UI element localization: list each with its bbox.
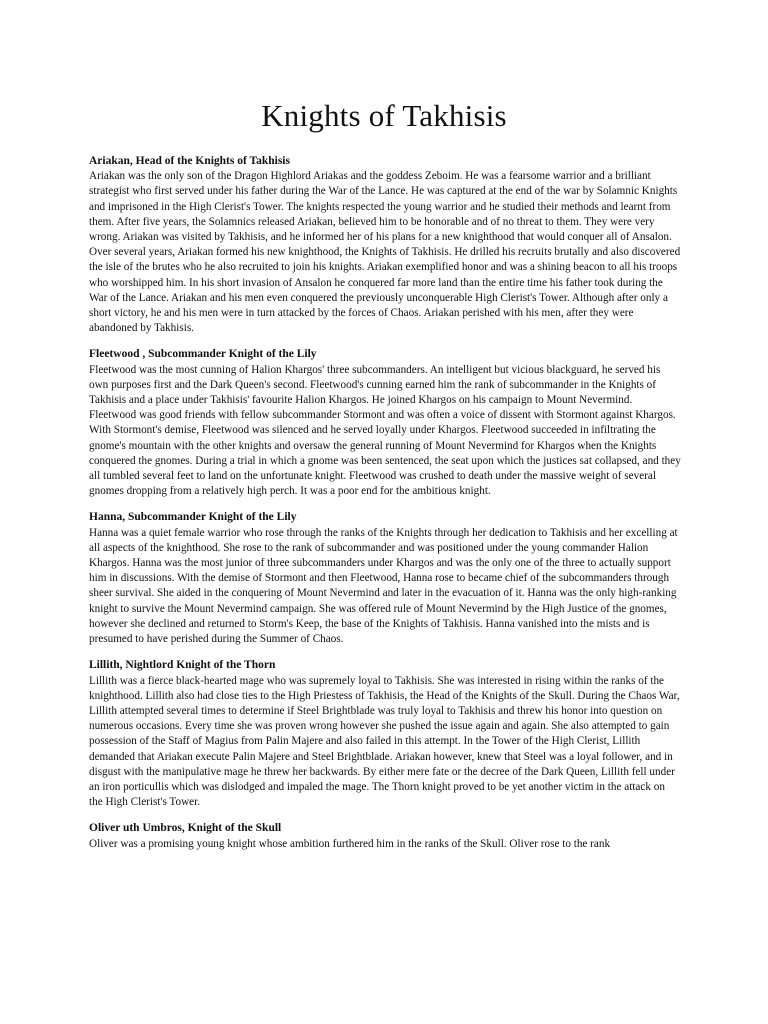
section-fleetwood <box>89 347 681 499</box>
section-lillith <box>89 658 681 810</box>
section-heading: Hanna, Subcommander Knight of the Lily <box>89 511 297 524</box>
page-title: Knights of Takhisis <box>261 98 507 133</box>
section-text: Oliver was a promising young knight whose ambition furthered him in the ranks of the Skull. Oliver rose to the rank <box>89 837 611 850</box>
section-text: Fleetwood was the most cunning of Halion Khargos' three subcommanders. An intelligent but vicious blackguard, he served his own purposes first and the Dark Queen's second. Fleetwood's cunning earned him the rank of subcommander in the Knights of Takhisis and a place under Takhisis' favourite Halion Khargos. He joined Khargos on his campaign to Mount Nevermind. Fleetwood was good friends with fellow subcommander Stormont and was often a voice of dissent with Stormont against Khargos. With Stormont's demise, Fleetwood was silenced and he served loyally under Khargos. Fleetwood succeeded in infiltrating the gnome's mountain with the other knights and oversaw the general running of Mount Nevermind for Khargos when the Knights conquered the gnomes. During a trial in which a gnome was been sentenced, the seat upon which the justices sat collapsed, and they all tumbled several feet to land on the unfortunate knight. Fleetwood was crushed to death under the massive weight of several gnomes dropping from a relatively high perch. It was a poor end for the ambitious knight. <box>89 363 681 498</box>
section-hanna <box>89 510 681 647</box>
document-body <box>89 154 681 863</box>
section-text: Lillith was a fierce black-hearted mage who was supremely loyal to Takhisis. She was interested in rising within the ranks of the knighthood. Lillith also had close ties to the High Priestess of Takhisis, the Head of the Knights of the Skull. During the Chaos War, Lillith attempted several times to determine if Steel Brightblade was truly loyal to Takhisis and threw his honor into question on numerous occasions. Every time she was proven wrong however she pushed the issue again and again. She also attempted to gain possession of the Staff of Magius from Palin Majere and also failed in this attempt. In the Tower of the High Clerist, Lillith demanded that Ariakan execute Palin Majere and Steel Brightblade. Ariakan however, knew that Steel was a loyal follower, and in disgust with the manipulative mage he threw her backwards. By either mere fate or the decree of the Dark Queen, Lillith fell under an iron porticullis which was dislodged and impaled the mage. The Thorn knight proved to be yet another victim in the attack on the High Clerist's Tower. <box>89 674 680 809</box>
section-text: Ariakan was the only son of the Dragon Highlord Ariakas and the goddess Zeboim. He was a fearsome warrior and a brilliant strategist who first served under his father during the War of the Lance. He was captured at the end of the war by Solamnic Knights and imprisoned in the High Clerist's Tower. The knights respected the young warrior and he studied their methods and learnt from them. After five years, the Solamnics released Ariakan, believed him to be honorable and of no threat to them. They were very wrong. Ariakan was visited by Takhisis, and he informed her of his plans for a new knighthood that would conquer all of Ansalon. Over several years, Ariakan formed his new knighthood, the Knights of Takhisis. He drilled his recruits brutally and also discovered the isle of the brutes who he also recruited to join his knights. Ariakan exemplified honor and was a shining beacon to all his troops who worshipped him. In his short invasion of Ansalon he conquered far more land than the entire time his father took during the War of the Lance. Ariakan and his men even conquered the previously unconquerable High Clerist's Tower. Although after only a short victory, he and his men were in turn attacked by the forces of Chaos. Ariakan perished with his men, after they were abandoned by Takhisis. <box>89 170 681 335</box>
section-heading: Fleetwood , Subcommander Knight of the Lily <box>89 348 317 361</box>
section-heading: Ariakan, Head of the Knights of Takhisis <box>89 155 290 167</box>
section-text: Hanna was a quiet female warrior who rose through the ranks of the Knights through her dedication to Takhisis and her excelling at all aspects of the knighthood. She rose to the rank of subcommander and was positioned under the young commander Halion Khargos. Hanna was the most junior of three subcommanders under Khargos and was the only one of the three to actually support him in discussions. With the demise of Stormont and then Fleetwood, Hanna rose to became chief of the subcommanders through sheer survival. She aided in the conquering of Mount Nevermind and later in the evacuation of it. Hanna was the only high-ranking knight to survive the Mount Nevermind campaign. She was offered rule of Mount Nevermind by the High Justice of the gnomes, however she declined and returned to Storm's Keep, the base of the Knights of Takhisis. Hanna vanished into the mists and is presumed to have perished during the Summer of Chaos. <box>89 526 678 646</box>
section-oliver <box>89 821 681 851</box>
section-heading: Lillith, Nightlord Knight of the Thorn <box>89 659 276 672</box>
section-ariakan <box>89 154 681 336</box>
section-heading: Oliver uth Umbros, Knight of the Skull <box>89 822 282 835</box>
